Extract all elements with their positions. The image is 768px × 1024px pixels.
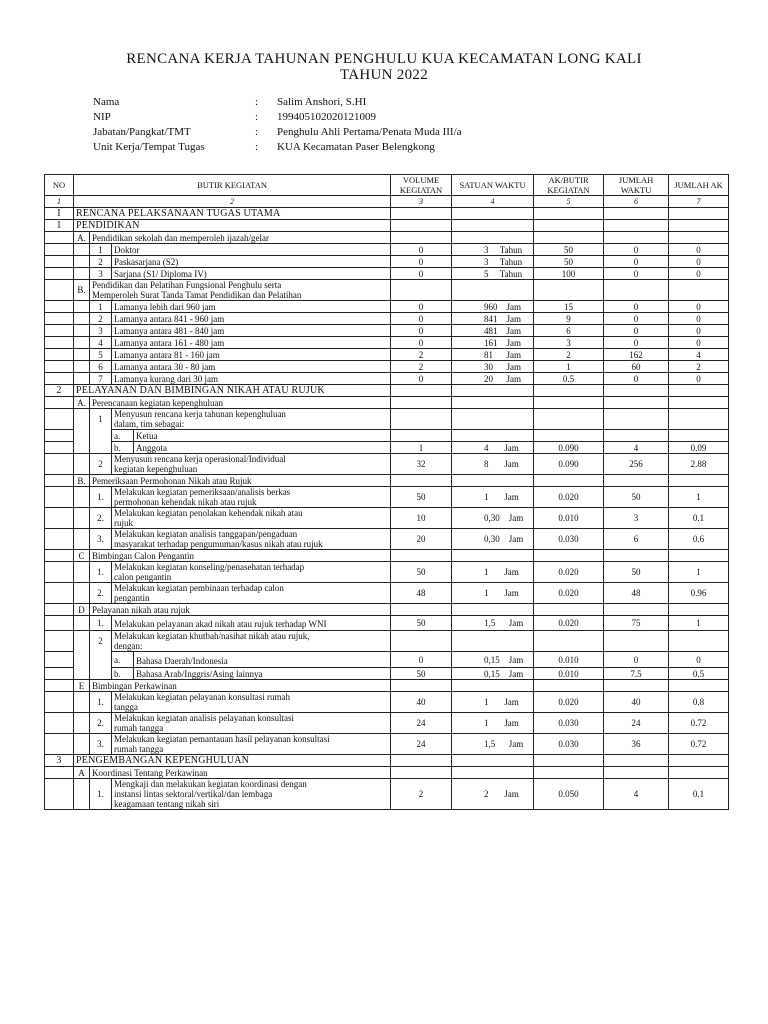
ak-cell: 0.020 xyxy=(534,487,604,508)
subsection-letter: A. xyxy=(74,397,90,409)
table-row xyxy=(45,244,729,256)
jumlah-ak-cell: 0 xyxy=(669,325,729,337)
document-year: TAHUN 2022 xyxy=(339,67,429,83)
jumlah-waktu-cell: 7.5 xyxy=(604,668,669,680)
table-row xyxy=(45,616,729,631)
jumlah-waktu-cell: 24 xyxy=(604,713,669,734)
item-number: 4 xyxy=(90,337,112,349)
jumlah-ak-cell: 1 xyxy=(669,487,729,508)
table-row xyxy=(45,361,729,373)
activity-table xyxy=(44,174,729,810)
section-row xyxy=(45,385,729,397)
colnum: 7 xyxy=(669,196,729,208)
info-value: KUA Kecamatan Paser Belengkong xyxy=(277,141,435,153)
satuan-cell: 1 Jam xyxy=(452,562,534,583)
subsection-row xyxy=(45,550,729,562)
colnum: 5 xyxy=(534,196,604,208)
jumlah-waktu-cell: 0 xyxy=(604,256,669,268)
volume-cell: 2 xyxy=(391,349,452,361)
item-letter: a. xyxy=(112,430,134,442)
info-row-jabatan xyxy=(93,125,462,140)
header-jumlah-ak: JUMLAH AK xyxy=(669,175,729,196)
jumlah-ak-cell: 2.88 xyxy=(669,454,729,475)
satuan-cell: 1 Jam xyxy=(452,487,534,508)
item-number: 1. xyxy=(90,487,112,508)
volume-cell: 0 xyxy=(391,325,452,337)
ak-cell: 0.030 xyxy=(534,713,604,734)
info-colon: : xyxy=(255,141,259,153)
subsection-row xyxy=(45,232,729,244)
section-title: PELAYANAN DAN BIMBINGAN NIKAH ATAU RUJUK xyxy=(74,385,391,397)
info-value: Penghulu Ahli Pertama/Penata Muda III/a xyxy=(277,126,462,138)
volume-cell: 40 xyxy=(391,692,452,713)
subsection-letter: B. xyxy=(74,280,90,301)
table-row xyxy=(45,349,729,361)
section-title: PENGEMBANGAN KEPENGHULUAN xyxy=(74,755,391,767)
ak-cell: 50 xyxy=(534,244,604,256)
header-satuan-waktu: SATUAN WAKTU xyxy=(452,175,534,196)
table-row xyxy=(45,337,729,349)
volume-cell: 2 xyxy=(391,361,452,373)
ak-cell: 0.020 xyxy=(534,583,604,604)
section-number: 2 xyxy=(45,385,74,397)
colnum: 2 xyxy=(74,196,391,208)
volume-cell: 10 xyxy=(391,508,452,529)
item-number: 3 xyxy=(90,268,112,280)
subsection-letter: B. xyxy=(74,475,90,487)
volume-cell: 0 xyxy=(391,301,452,313)
info-value: 199405102020121009 xyxy=(277,111,376,123)
item-text: Melakukan kegiatan analisis pelayanan konsultasi rumah tangga xyxy=(112,713,391,734)
satuan-cell: 3 Tahun xyxy=(452,244,534,256)
jumlah-waktu-cell: 6 xyxy=(604,529,669,550)
item-text: Lamanya kurang dari 30 jam xyxy=(112,373,391,385)
item-text: Melakukan kegiatan pelayanan konsultasi rumah tangga xyxy=(112,692,391,713)
colnum: 1 xyxy=(45,196,74,208)
ak-cell: 0.020 xyxy=(534,562,604,583)
jumlah-ak-cell: 0 xyxy=(669,268,729,280)
satuan-cell: 0,30 Jam xyxy=(452,508,534,529)
item-number: 5 xyxy=(90,349,112,361)
satuan-cell: 960 Jam xyxy=(452,301,534,313)
ak-cell: 15 xyxy=(534,301,604,313)
volume-cell: 2 xyxy=(391,779,452,810)
jumlah-waktu-cell: 48 xyxy=(604,583,669,604)
table-row xyxy=(45,583,729,604)
document-title: RENCANA KERJA TAHUNAN PENGHULU KUA KECAMATAN LONG KALI xyxy=(126,51,642,67)
ak-cell: 0.090 xyxy=(534,454,604,475)
table-row xyxy=(45,409,729,430)
item-text: Melakukan pelayanan akad nikah atau rujuk terhadap WNI xyxy=(112,616,391,631)
volume-cell: 0 xyxy=(391,373,452,385)
jumlah-ak-cell: 0 xyxy=(669,313,729,325)
item-text: Melakukan kegiatan konseling/penasehatan terhadap calon pengantin xyxy=(112,562,391,583)
subsection-title: Koordinasi Tentang Perkawinan xyxy=(90,767,391,779)
jumlah-ak-cell: 2 xyxy=(669,361,729,373)
volume-cell: 48 xyxy=(391,583,452,604)
ak-cell: 0.050 xyxy=(534,779,604,810)
item-text: Lamanya antara 481 - 840 jam xyxy=(112,325,391,337)
volume-cell: 0 xyxy=(391,256,452,268)
volume-cell: 50 xyxy=(391,668,452,680)
volume-cell: 20 xyxy=(391,529,452,550)
subsection-title: Perencanaan kegiatan kepenghuluan xyxy=(90,397,391,409)
jumlah-ak-cell: 0 xyxy=(669,373,729,385)
table-row xyxy=(45,301,729,313)
item-letter: b. xyxy=(112,442,134,454)
item-number: 2 xyxy=(90,631,112,652)
item-text: Lamanya lebih dari 960 jam xyxy=(112,301,391,313)
item-text: Anggota xyxy=(134,442,391,454)
satuan-cell: 0,15 Jam xyxy=(452,652,534,668)
table-row xyxy=(45,779,729,810)
subsection-row xyxy=(45,767,729,779)
item-text: Paskasarjana (S2) xyxy=(112,256,391,268)
jumlah-ak-cell: 0 xyxy=(669,244,729,256)
subsection-title: Pendidikan sekolah dan memperoleh ijazah/gelar xyxy=(90,232,391,244)
jumlah-waktu-cell: 0 xyxy=(604,373,669,385)
subsection-title: Bimbingan Calon Pengantin xyxy=(90,550,391,562)
item-letter: b. xyxy=(112,668,134,680)
item-number: 3. xyxy=(90,529,112,550)
info-colon: : xyxy=(255,96,259,108)
table-row xyxy=(45,487,729,508)
item-text: Melakukan kegiatan pemeriksaan/analisis berkas permohonan kehendak nikah atau rujuk xyxy=(112,487,391,508)
info-label: Nama xyxy=(93,96,120,108)
item-number: 1 xyxy=(90,244,112,256)
table-row xyxy=(45,668,729,680)
item-text: Doktor xyxy=(112,244,391,256)
section-number: 3 xyxy=(45,755,74,767)
item-number: 1 xyxy=(90,301,112,313)
satuan-cell: 1 Jam xyxy=(452,583,534,604)
item-text: Lamanya antara 841 - 960 jam xyxy=(112,313,391,325)
jumlah-waktu-cell: 75 xyxy=(604,616,669,631)
item-text: Melakukan kegiatan pembinaan terhadap calon pengantin xyxy=(112,583,391,604)
jumlah-waktu-cell: 4 xyxy=(604,779,669,810)
volume-cell: 50 xyxy=(391,487,452,508)
satuan-cell: 161 Jam xyxy=(452,337,534,349)
table-header-row xyxy=(45,175,729,196)
table-row xyxy=(45,734,729,755)
jumlah-waktu-cell: 60 xyxy=(604,361,669,373)
item-text: Melakukan kegiatan khutbah/nasihat nikah atau rujuk, dengan: xyxy=(112,631,391,652)
jumlah-ak-cell: 0 xyxy=(669,256,729,268)
subsection-title: Pelayanan nikah atau rujuk xyxy=(90,604,391,616)
satuan-cell: 1 Jam xyxy=(452,713,534,734)
section-title: RENCANA PELAKSANAAN TUGAS UTAMA xyxy=(74,208,391,220)
satuan-cell: 841 Jam xyxy=(452,313,534,325)
ak-cell: 9 xyxy=(534,313,604,325)
section-row xyxy=(45,220,729,232)
item-number: 6 xyxy=(90,361,112,373)
item-number: 1. xyxy=(90,562,112,583)
table-row xyxy=(45,631,729,652)
ak-cell: 2 xyxy=(534,349,604,361)
volume-cell: 0 xyxy=(391,652,452,668)
jumlah-ak-cell: 0.8 xyxy=(669,692,729,713)
table-row xyxy=(45,713,729,734)
table-row xyxy=(45,508,729,529)
item-text: Sarjana (S1/ Diploma IV) xyxy=(112,268,391,280)
ak-cell: 50 xyxy=(534,256,604,268)
header-jumlah-waktu: JUMLAH WAKTU xyxy=(604,175,669,196)
table-row xyxy=(45,652,729,668)
colnum: 6 xyxy=(604,196,669,208)
satuan-cell: 481 Jam xyxy=(452,325,534,337)
jumlah-waktu-cell: 4 xyxy=(604,442,669,454)
header-butir-kegiatan: BUTIR KEGIATAN xyxy=(74,175,391,196)
jumlah-ak-cell: 0.5 xyxy=(669,668,729,680)
item-text: Lamanya antara 30 - 80 jam xyxy=(112,361,391,373)
section-title: PENDIDIKAN xyxy=(74,220,391,232)
section-row xyxy=(45,208,729,220)
subsection-title: Bimbingan Perkawinan xyxy=(90,680,391,692)
table-row xyxy=(45,430,729,442)
item-number: 7 xyxy=(90,373,112,385)
jumlah-waktu-cell: 0 xyxy=(604,313,669,325)
jumlah-ak-cell: 0 xyxy=(669,301,729,313)
jumlah-ak-cell: 0.72 xyxy=(669,713,729,734)
item-text: Melakukan kegiatan penolakan kehendak nikah atau rujuk xyxy=(112,508,391,529)
item-text: Mengkaji dan melakukan kegiatan koordinasi dengan instansi lintas sektoral/vertikal/dan lembaga keagamaan tentang nikah siri xyxy=(112,779,391,810)
jumlah-ak-cell: 0.72 xyxy=(669,734,729,755)
jumlah-ak-cell: 4 xyxy=(669,349,729,361)
ak-cell: 0.010 xyxy=(534,652,604,668)
satuan-cell: 20 Jam xyxy=(452,373,534,385)
jumlah-ak-cell: 1 xyxy=(669,562,729,583)
info-value: Salim Anshori, S.HI xyxy=(277,96,367,108)
subsection-row xyxy=(45,475,729,487)
table-row xyxy=(45,268,729,280)
jumlah-waktu-cell: 0 xyxy=(604,337,669,349)
item-text: Lamanya antara 81 - 160 jam xyxy=(112,349,391,361)
jumlah-ak-cell: 0.09 xyxy=(669,442,729,454)
satuan-cell: 3 Tahun xyxy=(452,256,534,268)
jumlah-waktu-cell: 50 xyxy=(604,562,669,583)
ak-cell: 0.010 xyxy=(534,508,604,529)
ak-cell: 1 xyxy=(534,361,604,373)
header-ak-butir: AK/BUTIR KEGIATAN xyxy=(534,175,604,196)
satuan-cell: 1,5 Jam xyxy=(452,734,534,755)
info-label: NIP xyxy=(93,111,111,123)
item-number: 2. xyxy=(90,508,112,529)
info-colon: : xyxy=(255,111,259,123)
ak-cell: 0.020 xyxy=(534,692,604,713)
jumlah-waktu-cell: 256 xyxy=(604,454,669,475)
column-number-row xyxy=(45,196,729,208)
satuan-cell: 0,15 Jam xyxy=(452,668,534,680)
subsection-title: Pemeriksaan Permohonan Nikah atau Rujuk xyxy=(90,475,391,487)
jumlah-waktu-cell: 50 xyxy=(604,487,669,508)
item-letter: a. xyxy=(112,652,134,668)
item-number: 1. xyxy=(90,779,112,810)
ak-cell: 0.020 xyxy=(534,616,604,631)
table-row xyxy=(45,373,729,385)
volume-cell: 0 xyxy=(391,337,452,349)
jumlah-waktu-cell: 3 xyxy=(604,508,669,529)
subsection-letter: C xyxy=(74,550,90,562)
jumlah-ak-cell: 0.1 xyxy=(669,779,729,810)
header-volume: VOLUME KEGIATAN xyxy=(391,175,452,196)
jumlah-ak-cell: 0.6 xyxy=(669,529,729,550)
section-number: 1 xyxy=(45,220,74,232)
item-text: Bahasa Arab/Inggris/Asing lainnya xyxy=(134,668,391,680)
subsection-letter: D xyxy=(74,604,90,616)
satuan-cell: 0,30 Jam xyxy=(452,529,534,550)
jumlah-waktu-cell: 0 xyxy=(604,652,669,668)
volume-cell: 32 xyxy=(391,454,452,475)
info-row-nip xyxy=(93,110,462,125)
table-row xyxy=(45,454,729,475)
satuan-cell: 8 Jam xyxy=(452,454,534,475)
section-row xyxy=(45,755,729,767)
info-row-unit-kerja xyxy=(93,140,462,155)
item-text: Menyusun rencana kerja operasional/Individual kegiatan kepenghuluan xyxy=(112,454,391,475)
subsection-title: Pendidikan dan Pelatihan Fungsional Penghulu serta Memperoleh Surat Tanda Tamat Pendidikan dan Pelatihan xyxy=(90,280,391,301)
satuan-cell: 1 Jam xyxy=(452,692,534,713)
ak-cell: 100 xyxy=(534,268,604,280)
subsection-letter: A. xyxy=(74,232,90,244)
volume-cell: 50 xyxy=(391,616,452,631)
item-text: Menyusun rencana kerja tahunan kepenghuluan dalam, tim sebagai: xyxy=(112,409,391,430)
table-row xyxy=(45,529,729,550)
volume-cell: 24 xyxy=(391,713,452,734)
satuan-cell: 2 Jam xyxy=(452,779,534,810)
table-row xyxy=(45,256,729,268)
volume-cell: 0 xyxy=(391,244,452,256)
volume-cell: 0 xyxy=(391,268,452,280)
ak-cell: 0.090 xyxy=(534,442,604,454)
jumlah-waktu-cell: 0 xyxy=(604,268,669,280)
jumlah-waktu-cell: 162 xyxy=(604,349,669,361)
subsection-row xyxy=(45,604,729,616)
item-text: Melakukan kegiatan pemantauan hasil pelayanan konsultasi rumah tangga xyxy=(112,734,391,755)
jumlah-waktu-cell: 36 xyxy=(604,734,669,755)
volume-cell: 50 xyxy=(391,562,452,583)
subsection-row xyxy=(45,397,729,409)
item-number: 3 xyxy=(90,325,112,337)
ak-cell: 0.5 xyxy=(534,373,604,385)
jumlah-waktu-cell: 0 xyxy=(604,301,669,313)
item-number: 1. xyxy=(90,616,112,631)
table-row xyxy=(45,562,729,583)
subsection-row xyxy=(45,280,729,301)
satuan-cell: 1,5 Jam xyxy=(452,616,534,631)
item-number: 2. xyxy=(90,713,112,734)
satuan-cell: 81 Jam xyxy=(452,349,534,361)
employee-info xyxy=(93,95,462,155)
jumlah-ak-cell: 0 xyxy=(669,652,729,668)
info-label: Jabatan/Pangkat/TMT xyxy=(93,126,191,138)
info-row-nama xyxy=(93,95,462,110)
satuan-cell: 5 Tahun xyxy=(452,268,534,280)
jumlah-ak-cell: 0.1 xyxy=(669,508,729,529)
ak-cell: 0.010 xyxy=(534,668,604,680)
volume-cell: 0 xyxy=(391,313,452,325)
table-row xyxy=(45,442,729,454)
subsection-letter: A xyxy=(74,767,90,779)
jumlah-waktu-cell: 0 xyxy=(604,244,669,256)
item-number: 3. xyxy=(90,734,112,755)
jumlah-waktu-cell: 40 xyxy=(604,692,669,713)
volume-cell: 1 xyxy=(391,442,452,454)
jumlah-waktu-cell: 0 xyxy=(604,325,669,337)
ak-cell: 0.030 xyxy=(534,734,604,755)
jumlah-ak-cell: 1 xyxy=(669,616,729,631)
info-label: Unit Kerja/Tempat Tugas xyxy=(93,141,205,153)
table-row xyxy=(45,692,729,713)
item-number: 2 xyxy=(90,256,112,268)
ak-cell: 3 xyxy=(534,337,604,349)
satuan-cell: 4 Jam xyxy=(452,442,534,454)
table-row xyxy=(45,313,729,325)
item-text: Lamanya antara 161 - 480 jam xyxy=(112,337,391,349)
table-row xyxy=(45,325,729,337)
ak-cell: 0.030 xyxy=(534,529,604,550)
section-number: I xyxy=(45,208,74,220)
info-colon: : xyxy=(255,126,259,138)
jumlah-ak-cell: 0 xyxy=(669,337,729,349)
volume-cell: 24 xyxy=(391,734,452,755)
item-number: 1. xyxy=(90,692,112,713)
satuan-cell: 30 Jam xyxy=(452,361,534,373)
item-number: 2 xyxy=(90,454,112,475)
item-number: 2 xyxy=(90,313,112,325)
subsection-row xyxy=(45,680,729,692)
ak-cell: 6 xyxy=(534,325,604,337)
subsection-letter: E xyxy=(74,680,90,692)
jumlah-ak-cell: 0.96 xyxy=(669,583,729,604)
item-text: Ketua xyxy=(134,430,391,442)
item-number: 1 xyxy=(90,409,112,430)
item-text: Bahasa Daerah/Indonesia xyxy=(134,652,391,668)
header-no: NO xyxy=(45,175,74,196)
colnum: 3 xyxy=(391,196,452,208)
colnum: 4 xyxy=(452,196,534,208)
item-number: 2. xyxy=(90,583,112,604)
item-text: Melakukan kegiatan analisis tanggapan/pengaduan masyarakat terhadap pengumuman/kasus nikah atau rujuk xyxy=(112,529,391,550)
